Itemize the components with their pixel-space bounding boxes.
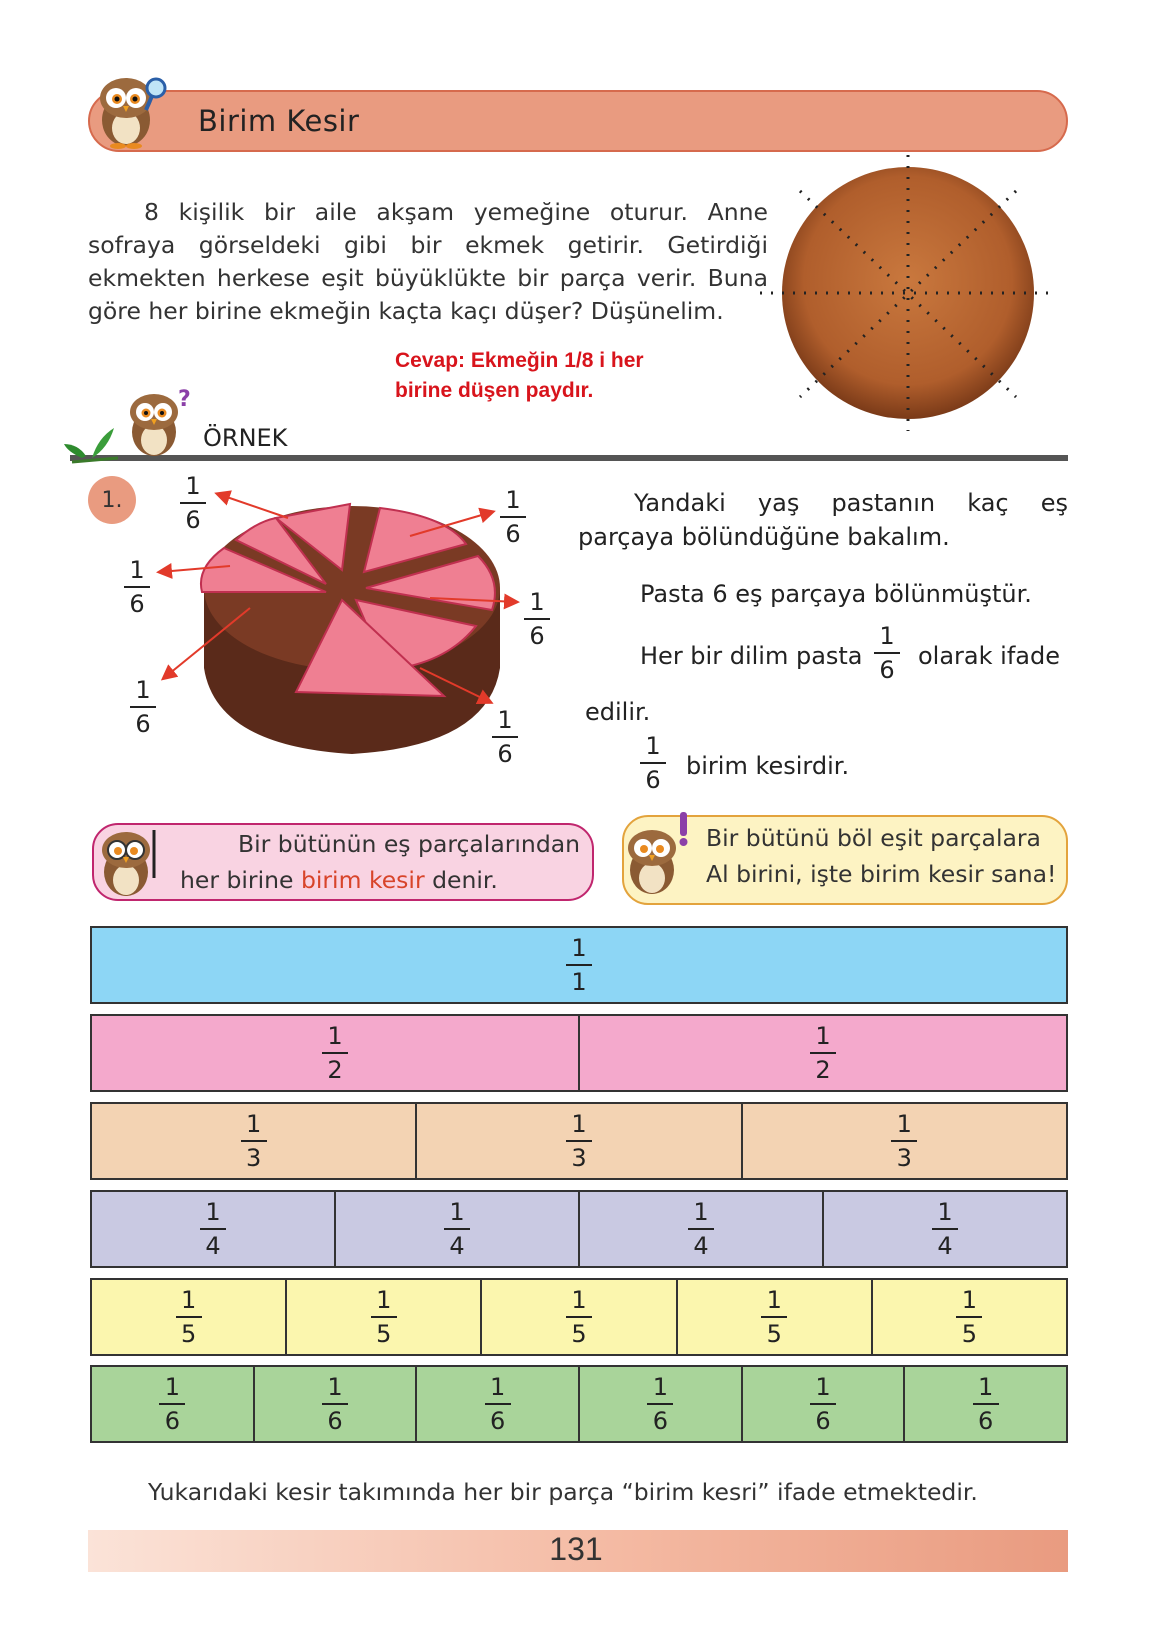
fraction-label [322,1375,348,1433]
numerator: 1 [164,1373,180,1401]
fraction-cell [92,1280,287,1354]
fraction-strip [90,1014,1068,1092]
cake-fraction-label: 1 6 [524,590,550,648]
fraction-label [761,1288,787,1346]
numerator: 1 [490,1373,506,1401]
fraction-cell [824,1192,1066,1266]
rhyme-line-1: Bir bütünü böl eşit parçalara [706,824,1041,852]
owl-exclamation-icon [618,808,700,904]
cake-fraction-label: 1 6 [500,488,526,546]
denominator: 5 [961,1320,978,1348]
intro-text: 8 kişilik bir aile akşam yemeğine oturur. Anne sofraya görseldeki gibi bir ekmek getirir. Getirdiği ekmekten herkese eşit büyüklükte bir parça verir. Buna göre her birine ekmeğin kaçta kaçı düşer? Düşünelim. [88,198,768,325]
numerator: 1 [327,1373,343,1401]
fraction-cell [336,1192,580,1266]
fraction-label [566,1288,592,1346]
fraction-strip [90,926,1068,1004]
fraction-label [485,1375,511,1433]
fraction-cell [92,1367,255,1441]
fraction-cell [287,1280,482,1354]
denominator: 4 [449,1232,465,1260]
fraction-cell [580,1016,1066,1090]
fraction-label [176,1288,202,1346]
fraction-label [688,1200,714,1258]
fraction-cell [580,1192,824,1266]
owl-question-icon [120,384,200,460]
fraction-label [444,1200,470,1258]
fraction-cell [678,1280,873,1354]
denominator: 1 [571,968,587,996]
bread-image [760,155,1060,435]
unit-fraction: 1 6 [640,734,666,792]
unit-fraction-text: birim kesirdir. [686,752,850,780]
example-line-2-end: olarak ifade [918,642,1060,670]
numerator: 1 [376,1286,392,1314]
fraction-cell [92,928,1066,1002]
fraction-strip [90,1278,1068,1356]
denominator: 5 [180,1320,197,1348]
fraction-cell [482,1280,677,1354]
cake-fraction-label: 1 6 [180,474,206,532]
example-question: Yandaki yaş pastanın kaç eş parçaya bölündüğüne bakalım. [578,489,1068,551]
numerator: 1 [961,1286,978,1314]
numerator: 1 [327,1022,343,1050]
page-title: Birim Kesir [198,104,360,138]
definition-line-2: her birine birim kesir denir. [180,866,498,894]
fraction-label [322,1024,348,1082]
cake-fraction-label: 1 6 [130,678,156,736]
fraction-label [891,1112,917,1170]
denominator: 6 [978,1407,994,1435]
answer-line-2: birine düşen paydır. [395,379,594,402]
denominator: 5 [376,1320,392,1348]
fraction-cell [873,1280,1066,1354]
intro-paragraph [88,196,768,328]
fraction-label [241,1112,267,1170]
fraction-cell [743,1104,1066,1178]
denominator: 3 [246,1144,262,1172]
fraction-cell [92,1104,417,1178]
definition-line-1: Bir bütünün eş parçalarından [238,830,581,858]
fraction-label [973,1375,999,1433]
fraction-cell [580,1367,743,1441]
example-line-3: edilir. [585,698,651,726]
example-label: ÖRNEK [203,424,288,452]
denominator: 6 [490,1407,506,1435]
fraction-cell [417,1367,580,1441]
fraction-cell [743,1367,906,1441]
fraction-label [647,1375,673,1433]
fraction-label [810,1024,836,1082]
denominator: 3 [896,1144,912,1172]
answer-text [395,346,675,406]
denominator: 6 [327,1407,343,1435]
example-line-2-start: Her bir dilim pasta [640,642,863,670]
denominator: 4 [693,1232,709,1260]
numerator: 1 [766,1286,782,1314]
page-number: 131 [549,1531,603,1567]
owl-magnifier-icon [88,68,170,150]
cake-fraction-label: 1 6 [492,708,518,766]
rhyme-line-2: Al birini, işte birim kesir sana! [706,860,1057,888]
fraction-cell [905,1367,1066,1441]
fraction-label [566,936,592,994]
fraction-label [200,1200,226,1258]
denominator: 4 [937,1232,953,1260]
answer-line-1: Cevap: Ekmeğin 1/8 i her [395,349,644,372]
fraction-label [932,1200,958,1258]
denominator: 6 [815,1407,831,1435]
fraction-label [371,1288,397,1346]
fraction-label [810,1375,836,1433]
numerator: 1 [571,1286,587,1314]
numerator: 1 [652,1373,668,1401]
denominator: 6 [652,1407,668,1435]
denominator: 2 [815,1056,831,1084]
slice-fraction: 1 6 [874,624,900,682]
numerator: 1 [937,1198,953,1226]
owl-teacher-icon [92,818,172,902]
fraction-cell [92,1016,580,1090]
denominator: 2 [327,1056,343,1084]
denominator: 4 [205,1232,221,1260]
fraction-cell [417,1104,742,1178]
fraction-strip [90,1365,1068,1443]
denominator: 5 [571,1320,587,1348]
numerator: 1 [815,1373,831,1401]
numerator: 1 [571,1110,587,1138]
numerator: 1 [693,1198,709,1226]
numerator: 1 [815,1022,831,1050]
footer-note: Yukarıdaki kesir takımında her bir parça “birim kesri” ifade etmektedir. [148,1478,978,1506]
fraction-label [566,1112,592,1170]
fraction-cell [255,1367,418,1441]
fraction-label [956,1288,982,1346]
numerator: 1 [896,1110,912,1138]
fraction-strip [90,1190,1068,1268]
example-line-1: Pasta 6 eş parçaya bölünmüştür. [640,580,1032,608]
leaf-icon [62,418,122,466]
fraction-strip [90,1102,1068,1180]
numerator: 1 [180,1286,197,1314]
numerator: 1 [571,934,587,962]
definition-highlight: birim kesir [300,866,425,894]
section-divider [70,455,1068,461]
denominator: 6 [164,1407,180,1435]
example-number: 1. [88,476,136,524]
fraction-cell [92,1192,336,1266]
numerator: 1 [205,1198,221,1226]
fraction-label [159,1375,185,1433]
numerator: 1 [978,1373,994,1401]
cake-fraction-label: 1 6 [124,558,150,616]
svg-text:?: ? [178,387,191,412]
numerator: 1 [449,1198,465,1226]
numerator: 1 [246,1110,262,1138]
denominator: 5 [766,1320,782,1348]
denominator: 3 [571,1144,587,1172]
